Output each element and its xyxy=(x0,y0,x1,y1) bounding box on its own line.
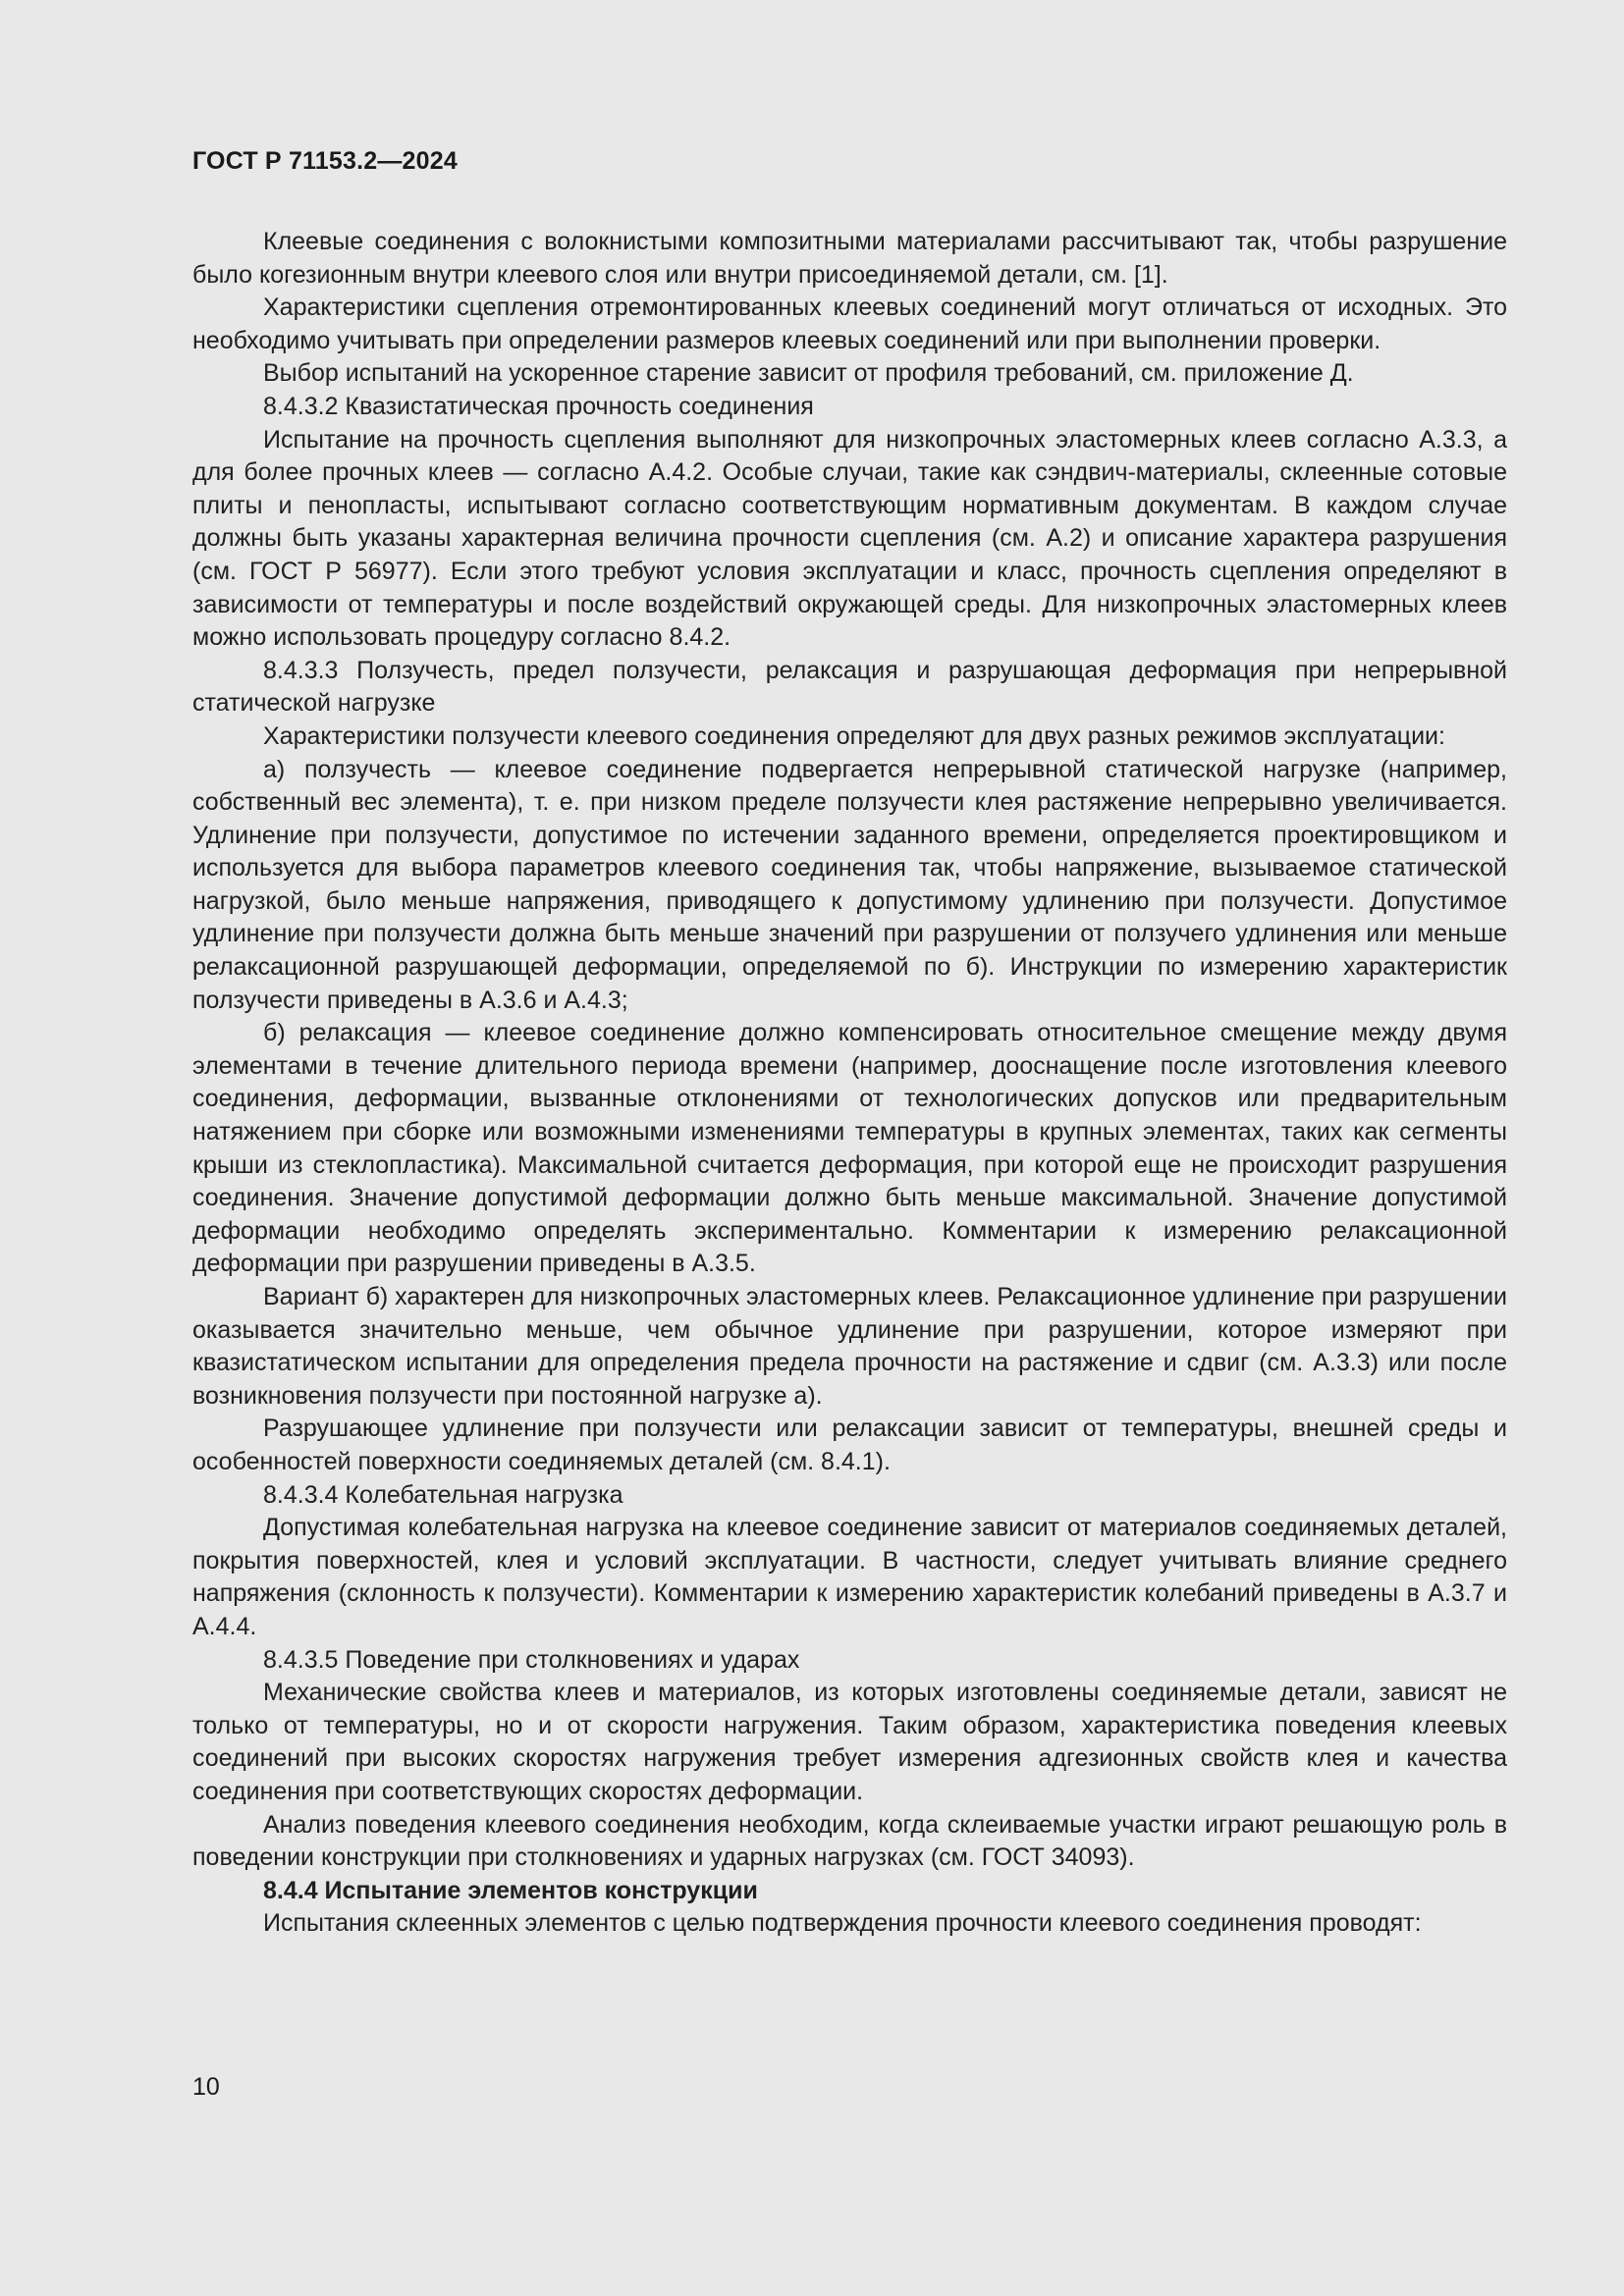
paragraph: Клеевые соединения с волокнистыми композитными материалами рассчитывают так, чтобы разрушение было когезионным внутри клеевого слоя или внутри присоединяемой детали, см. [1]. xyxy=(192,228,1507,289)
section-heading: 8.4.3.4 Колебательная нагрузка xyxy=(263,1480,623,1509)
paragraph: Характеристики сцепления отремонтированных клеевых соединений могут отличаться от исходных. Это необходимо учитывать при определении размеров клеевых соединений или при выполнении проверки. xyxy=(192,294,1507,354)
paragraph: Характеристики ползучести клеевого соединения определяют для двух разных режимов эксплуатации: xyxy=(263,721,1445,750)
paragraph: Анализ поведения клеевого соединения необходим, когда склеиваемые участки играют решающую роль в поведении конструкции при столкновениях и ударных нагрузках (см. ГОСТ 34093). xyxy=(192,1810,1507,1872)
paragraph: Допустимая колебательная нагрузка на клеевое соединение зависит от материалов соединяемых деталей, покрытия поверхностей, клея и условий эксплуатации. В частности, следует учитывать влияние среднего напряжения (склонность к ползучести). Комментарии к измерению характеристик колебаний приведены в А.3.7 и А.4.4. xyxy=(192,1514,1507,1640)
list-item: а) ползучесть — клеевое соединение подвергается непрерывной статической нагрузке (например, собственный вес элемента), т. е. при низком пределе ползучести клея растяжение непрерывно увеличивается. Удлинение при ползучести, допустимое по истечении заданного времени, определяется проектировщиком и используется для выбора параметров клеевого соединения так, чтобы напряжение, вызываемое статической нагрузкой, было меньше напряжения, приводящего к допустимому удлинению при ползучести. Допустимое удлинение при ползучести должна быть меньше значений при разрушении от ползучего удлинения или меньше релаксационной разрушающей деформации, определяемой по б). Инструкции по измерению характеристик ползучести приведены в А.3.6 и А.4.3; xyxy=(192,755,1507,1014)
section-heading: 8.4.3.3 Ползучесть, предел ползучести, релаксация и разрушающая деформация при непрерывной статической нагрузке xyxy=(192,656,1507,718)
paragraph: Испытания склеенных элементов с целью подтверждения прочности клеевого соединения проводят: xyxy=(263,1909,1422,1938)
paragraph: Выбор испытаний на ускоренное старение зависит от профиля требований, см. приложение Д. xyxy=(263,359,1354,388)
section-heading: 8.4.3.2 Квазистатическая прочность соединения xyxy=(263,392,814,420)
section-heading-bold: 8.4.4 Испытание элементов конструкции xyxy=(263,1876,758,1904)
page-number: 10 xyxy=(192,2073,220,2101)
paragraph: Разрушающее удлинение при ползучести или релаксации зависит от температуры, внешней среды и особенностей поверхности соединяемых деталей (см. 8.4.1). xyxy=(192,1415,1507,1475)
document-body xyxy=(192,226,1507,1941)
paragraph: Испытание на прочность сцепления выполняют для низкопрочных эластомерных клеев согласно А.3.3, а для более прочных клеев — согласно А.4.2. Особые случаи, такие как сэндвич-материалы, склеенные сотовые плиты и пенопласты, испытывают согласно соответствующим нормативным документам. В каждом случае должны быть указаны характерная величина прочности сцепления (см. А.2) и описание характера разрушения (см. ГОСТ Р 56977). Если этого требуют условия эксплуатации и класс, прочность сцепления определяют в зависимости от температуры и после воздействий окружающей среды. Для низкопрочных эластомерных клеев можно использовать процедуру согласно 8.4.2. xyxy=(192,425,1507,652)
paragraph: Вариант б) характерен для низкопрочных эластомерных клеев. Релаксационное удлинение при разрушении оказывается значительно меньше, чем обычное удлинение при разрушении, которое измеряют при квазистатическом испытании для определения предела прочности на растяжение и сдвиг (см. А.3.3) или после возникновения ползучести при постоянной нагрузке а). xyxy=(192,1283,1507,1410)
section-heading: 8.4.3.5 Поведение при столкновениях и ударах xyxy=(263,1645,800,1674)
list-item: б) релаксация — клеевое соединение должно компенсировать относительное смещение между двумя элементами в течение длительного периода времени (например, дооснащение после изготовления клеевого соединения, деформации, вызванные отклонениями от технологических допусков или предварительным натяжением при сборке или возможными изменениями температуры в крупных элементах, таких как сегменты крыши из стеклопластика). Максимальной считается деформация, при которой еще не происходит разрушения соединения. Значение допустимой деформации должно быть меньше максимальной. Значение допустимой деформации необходимо определять экспериментально. Комментарии к измерению релаксационной деформации при разрушении приведены в А.3.5. xyxy=(192,1019,1507,1278)
paragraph: Механические свойства клеев и материалов, из которых изготовлены соединяемые детали, зависят не только от температуры, но и от скорости нагружения. Таким образом, характеристика поведения клеевых соединений при высоких скоростях нагружения требует измерения адгезионных свойств клея и качества соединения при соответствующих скоростях деформации. xyxy=(192,1679,1507,1805)
document-code-header: ГОСТ Р 71153.2—2024 xyxy=(192,147,458,175)
